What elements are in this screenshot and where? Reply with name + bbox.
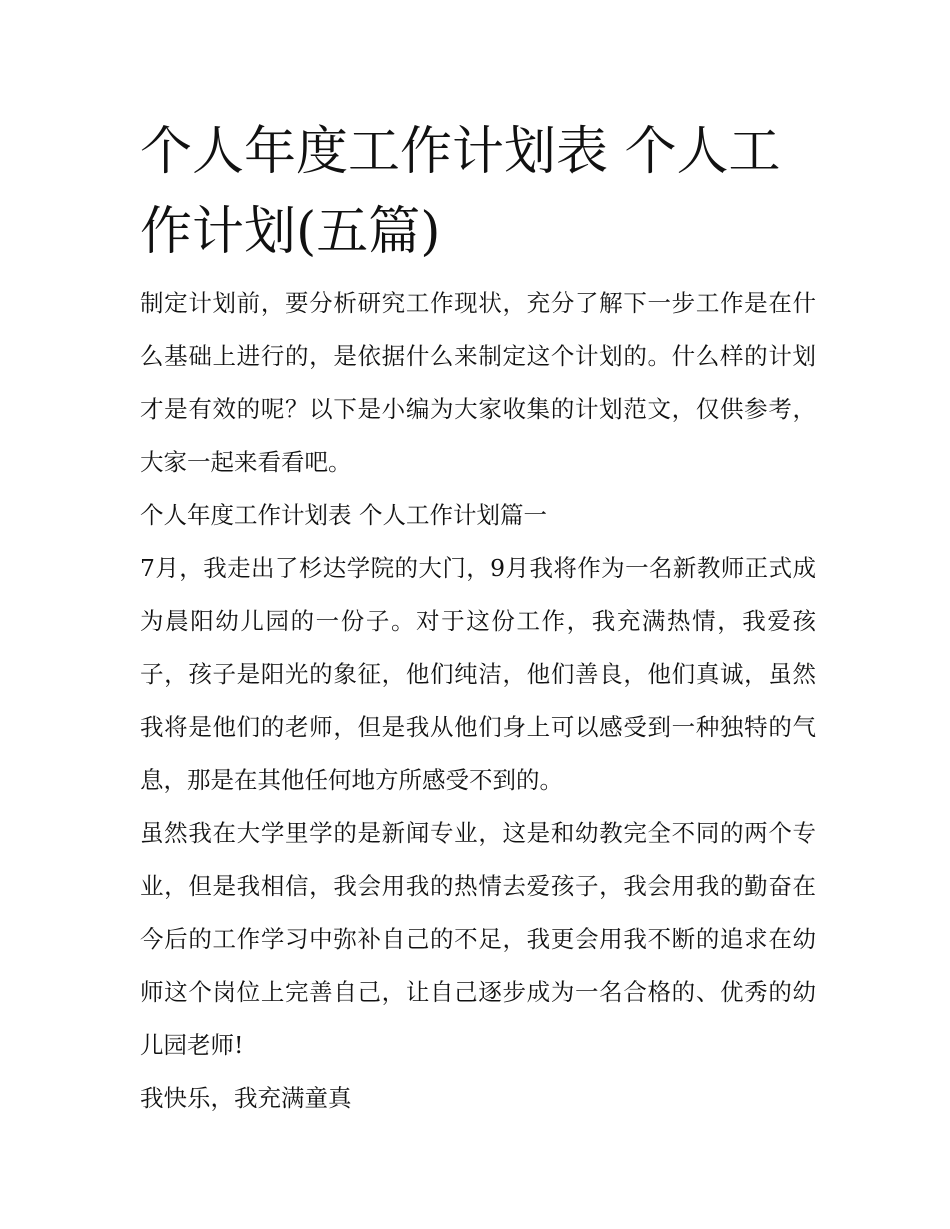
body-paragraph: 我快乐，我充满童真 — [140, 1084, 352, 1112]
document-body — [140, 277, 816, 1125]
body-paragraph: 7月，我走出了杉达学院的大门，9月我将作为一名新教师正式成为晨阳幼儿园的一份子。对于这份工作，我充满热情，我爱孩子，孩子是阳光的象征，他们纯洁，他们善良，他们真诚，虽然我将是他们的老师，但是我从他们身上可以感受到一种独特的气息，那是在其他任何地方所感受不到的。 — [140, 554, 816, 794]
document-title: 个人年度工作计划表 个人工作计划(五篇) — [140, 122, 781, 262]
intro-paragraph: 制定计划前，要分析研究工作现状，充分了解下一步工作是在什么基础上进行的，是依据什么来制定这个计划的。什么样的计划才是有效的呢？以下是小编为大家收集的计划范文，仅供参考，大家一起来看看吧。 — [140, 289, 816, 476]
body-paragraph: 虽然我在大学里学的是新闻专业，这是和幼教完全不同的两个专业，但是我相信，我会用我的热情去爱孩子，我会用我的勤奋在今后的工作学习中弥补自己的不足，我更会用我不断的追求在幼师这个岗位上完善自己，让自己逐步成为一名合格的、优秀的幼儿园老师! — [140, 819, 816, 1059]
section-heading: 个人年度工作计划表 个人工作计划篇一 — [140, 501, 547, 529]
